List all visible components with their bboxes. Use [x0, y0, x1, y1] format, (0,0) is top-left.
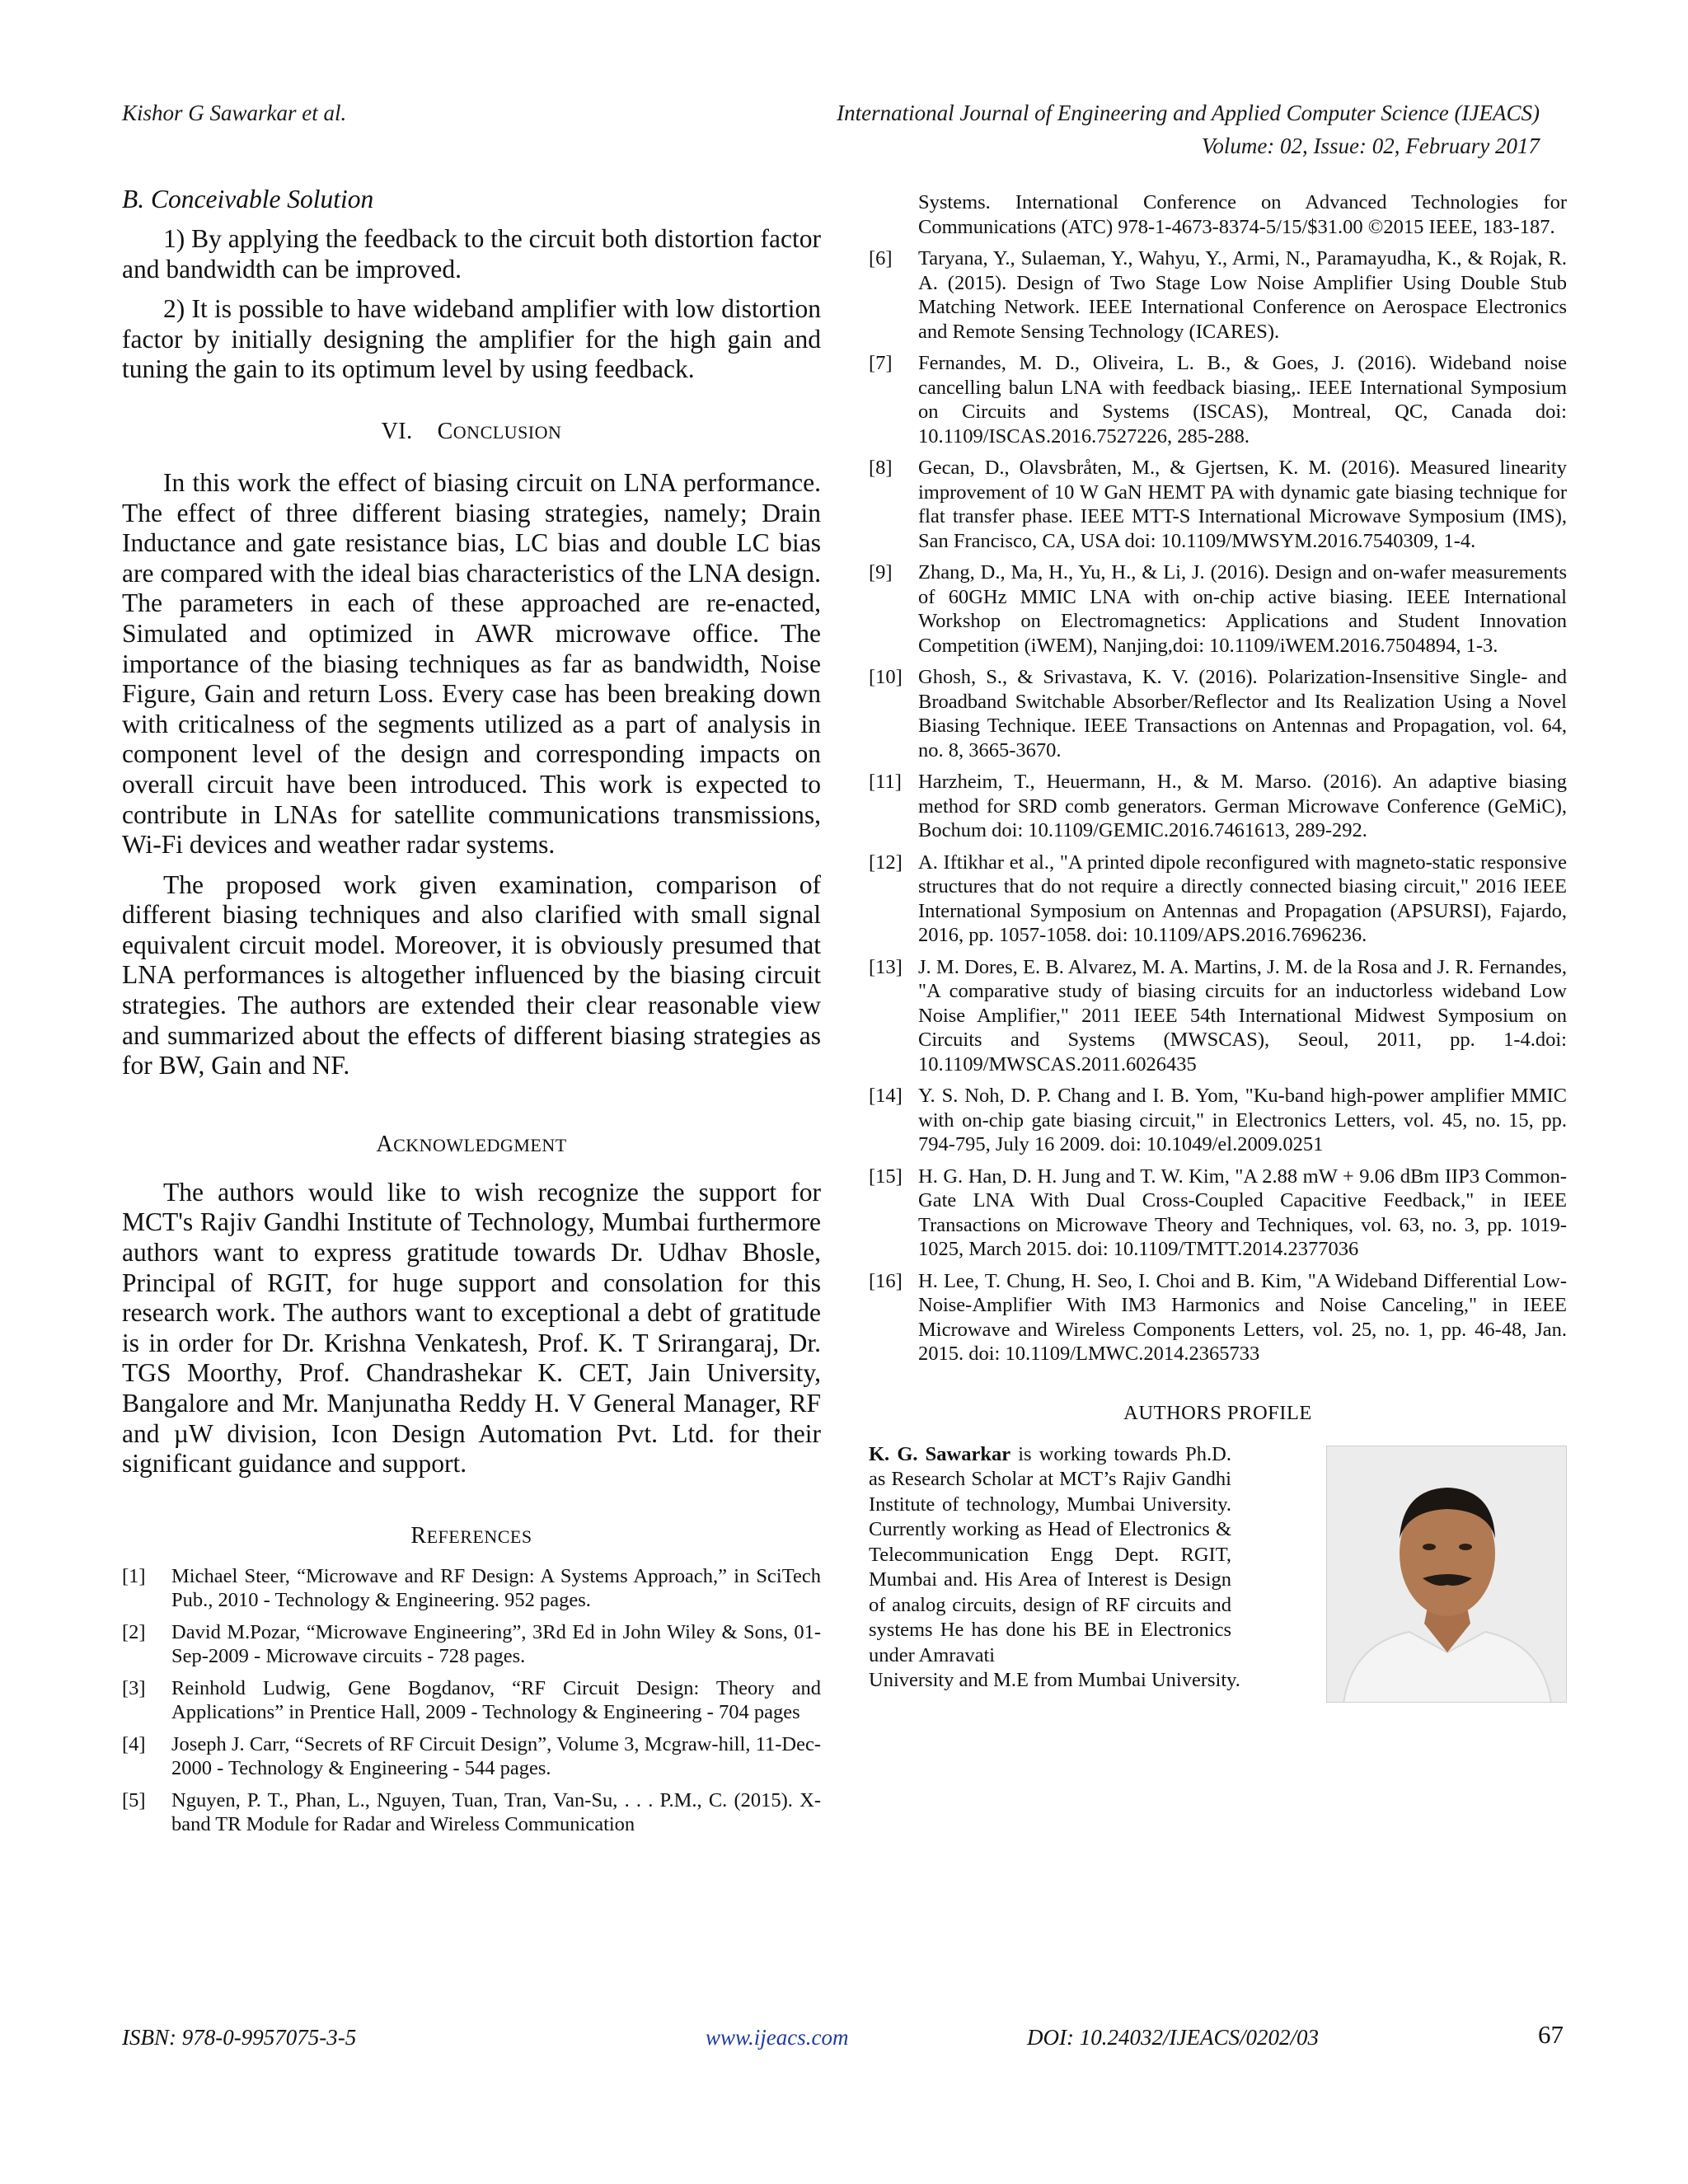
acknowledgment-heading [122, 1131, 821, 1160]
reference-number: [5] [122, 1788, 146, 1811]
reference-number: [4] [122, 1732, 146, 1755]
reference-list-right [869, 246, 1567, 1366]
reference-number: [13] [869, 955, 903, 978]
reference-item [869, 955, 1567, 1077]
solution-point-1: 1) By applying the feedback to the circuit both distortion factor and bandwidth can be improved. [122, 224, 821, 284]
reference-number: [11] [869, 771, 902, 793]
reference-item [869, 456, 1567, 553]
reference-item [869, 1084, 1567, 1157]
reference-text: H. G. Han, D. H. Jung and T. W. Kim, "A 2.88 mW + 9.06 dBm IIP3 Common-Gate LNA With Dual Cross-Coupled Capacitive Feedback," in IEEE Transactions on Microwave Theory and Techniques, vol. 63, no. 3, pp. 1019-1025, March 2015. doi: 10.1109/TMTT.2014.2377036 [918, 1165, 1567, 1260]
reference-item [869, 851, 1567, 948]
author-profile [869, 1442, 1567, 1739]
reference-list-left [122, 1564, 821, 1837]
conclusion-title-rest: ONCLUSION [452, 421, 562, 443]
reference-item [869, 770, 1567, 843]
portrait-illustration [1327, 1446, 1567, 1703]
running-header-volume: Volume: 02, Issue: 02, February 2017 [1201, 134, 1540, 158]
reference-text: Y. S. Noh, D. P. Chang and I. B. Yom, "Ku-band high-power amplifier MMIC with on-chip gate biasing circuit," in Electronics Letters, vol. 45, no. 15, pp. 794-795, July 16 2009. doi: 10.1049/el.2009.0251 [918, 1085, 1567, 1155]
reference-text: Reinhold Ludwig, Gene Bogdanov, “RF Circuit Design: Theory and Applications” in Prentice Hall, 2009 - Technology & Engineering - 704 pages [171, 1676, 821, 1724]
conclusion-paragraph-2: The proposed work given examination, comparison of different biasing techniques and also clarified with small signal equivalent circuit model. Moreover, it is obviously presumed that LNA performances is altogether influenced by the biasing circuit strategies. The authors are extended their clear reasonable view and summarized about the effects of different biasing strategies as for BW, Gain and NF. [122, 869, 821, 1080]
reference-text: Michael Steer, “Microwave and RF Design: A Systems Approach,” in SciTech Pub., 2010 - Technology & Engineering. 952 pages. [171, 1564, 821, 1612]
reference-number: [10] [869, 666, 903, 688]
footer-doi: DOI: 10.24032/IJEACS/0202/03 [1027, 2025, 1319, 2050]
reference-text: Ghosh, S., & Srivastava, K. V. (2016). Polarization-Insensitive Single- and Broadband Switchable Absorber/Reflector and Its Realization Using a Novel Biasing Technique. IEEE Transactions on Antennas and Propagation, vol. 64, no. 8, 3665-3670. [918, 666, 1567, 762]
page-number: 67 [1538, 2020, 1564, 2049]
reference-item [122, 1788, 821, 1837]
reference-number: [16] [869, 1269, 903, 1292]
references-heading [122, 1522, 821, 1551]
conclusion-paragraph-1: In this work the effect of biasing circuit on LNA performance. The effect of three different biasing strategies, namely; Drain Inductance and gate resistance bias, LC bias and double LC bias are compared with the ideal bias characteristics of the LNA design. The parameters in each of these approached are re-enacted, Simulated and optimized in AWR microwave office. The importance of the biasing techniques as far as bandwidth, Noise Figure, Gain and return Loss. Every case has been breaking down with criticalness of the segments utilized as a part of analysis in component level of the design and corresponding impacts on overall circuit have been introduced. This work is expected to contribute in LNAs for satellite communications transmissions, Wi-Fi devices and weather radar systems. [122, 467, 821, 860]
author-bio [869, 1442, 1231, 1669]
reference-text: A. Iftikhar et al., "A printed dipole reconfigured with magneto-static responsive structures that do not require a directly connected biasing circuit," 2016 IEEE International Symposium on Antennas and Propagation (APSURSI), Fajardo, 2016, pp. 1057-1058. doi: 10.1109/APS.2016.7696236. [918, 851, 1567, 946]
conclusion-heading [122, 418, 821, 447]
reference-item [122, 1620, 821, 1669]
reference-text: Joseph J. Carr, “Secrets of RF Circuit Design”, Volume 3, Mcgraw-hill, 11-Dec-2000 - Technology & Engineering - 544 pages. [171, 1732, 821, 1780]
author-name: K. G. Sawarkar [869, 1442, 1011, 1465]
reference-number: [9] [869, 561, 893, 583]
authors-profile-heading: AUTHORS PROFILE [1123, 1401, 1312, 1424]
reference-number: [8] [869, 457, 893, 479]
reference-item [869, 665, 1567, 762]
reference-item [869, 351, 1567, 448]
reference-item [122, 1732, 821, 1781]
reference-5-continuation: Systems. International Conference on Advanced Technologies for Communications (ATC) 978-1-4673-8374-5/15/$31.00 ©2015 IEEE, 183-187. [918, 191, 1567, 238]
author-bio-last-line: University and M.E from Mumbai University. [869, 1669, 1240, 1691]
reference-text: Taryana, Y., Sulaeman, Y., Wahyu, Y., Armi, N., Paramayudha, K., & Rojak, R. A. (2015). Design of Two Stage Low Noise Amplifier Using Double Stub Matching Network. IEEE International Conference on Aerospace Electronics and Remote Sensing Technology (ICARES). [918, 247, 1567, 343]
reference-text: David M.Pozar, “Microwave Engineering”, 3Rd Ed in John Wiley & Sons, 01-Sep-2009 - Microwave circuits - 728 pages. [171, 1620, 821, 1668]
reference-number: [3] [122, 1676, 146, 1699]
reference-text: J. M. Dores, E. B. Alvarez, M. A. Martins, J. M. de la Rosa and J. R. Fernandes, "A comparative study of biasing circuits for an inductorless wideband Low Noise Amplifier," 2011 IEEE 54th International Midwest Symposium on Circuits and Systems (MWSCAS), Seoul, 2011, pp. 1-4.doi: 10.1109/MWSCAS.2011.6026435 [918, 955, 1567, 1076]
left-column [122, 185, 821, 1844]
reference-item [869, 560, 1567, 658]
author-photo [1326, 1446, 1567, 1703]
reference-item [869, 1269, 1567, 1366]
reference-number: [6] [869, 247, 893, 269]
conclusion-title-initial: C [437, 418, 453, 444]
reference-item [869, 1165, 1567, 1262]
reference-item [122, 1676, 821, 1725]
reference-text: Fernandes, M. D., Oliveira, L. B., & Goes, J. (2016). Wideband noise cancelling balun LNA with feedback biasing,. IEEE International Symposium on Circuits and Systems (ISCAS), Montreal, QC, Canada doi: 10.1109/ISCAS.2016.7527226, 285-288. [918, 352, 1567, 448]
reference-text: Nguyen, P. T., Phan, L., Nguyen, Tuan, Tran, Van-Su, . . . P.M., C. (2015). X-band TR Module for Radar and Wireless Communication [171, 1788, 821, 1836]
reference-text: Harzheim, T., Heuermann, H., & M. Marso. (2016). An adaptive biasing method for SRD comb generators. German Microwave Conference (GeMiC), Bochum doi: 10.1109/GEMIC.2016.7461613, 289-292. [918, 771, 1567, 841]
reference-number: [7] [869, 352, 893, 374]
reference-text: Zhang, D., Ma, H., Yu, H., & Li, J. (2016). Design and on-wafer measurements of 60GHz MMIC LNA with on-chip active biasing. IEEE International Workshop on Electromagnetics: Applications and Student Innovation Competition (iWEM), Nanjing,doi: 10.1109/iWEM.2016.7504894, 1-3. [918, 561, 1567, 657]
footer-isbn: ISBN: 978-0-9957075-3-5 [122, 2025, 357, 2050]
reference-number: [14] [869, 1085, 903, 1107]
reference-number: [12] [869, 851, 903, 874]
reference-number: [1] [122, 1564, 146, 1587]
acknowledgment-paragraph: The authors would like to wish recognize the support for MCT's Rajiv Gandhi Institute of Technology, Mumbai furthermore authors want to express gratitude towards Dr. Udhav Bhosle, Principal of RGIT, for huge support and consolation for this research work. The authors want to exceptional a debt of gratitude is in order for Dr. Krishna Venkatesh, Prof. K. T Srirangaraj, Dr. TGS Moorthy, Prof. Chandrashekar K. CET, Jain University, Bangalore and Mr. Manjunatha Reddy H. V General Manager, RF and µW division, Icon Design Automation Pvt. Ltd. for their significant guidance and support. [122, 1177, 821, 1479]
running-header-author: Kishor G Sawarkar et al. [122, 101, 347, 125]
acknowledgment-title-rest: CKNOWLEDGMENT [393, 1134, 567, 1155]
references-title-rest: EFERENCES [426, 1526, 532, 1547]
reference-item [122, 1564, 821, 1613]
right-column [869, 185, 1567, 1739]
references-title-initial: R [410, 1522, 427, 1549]
reference-item [869, 246, 1567, 344]
subsection-title: B. Conceivable Solution [122, 185, 374, 213]
footer-website-link[interactable]: www.ijeacs.com [706, 2025, 849, 2050]
reference-text: Gecan, D., Olavsbråten, M., & Gjertsen, K. M. (2016). Measured linearity improvement of 10 W GaN HEMT PA with dynamic gate biasing technique for flat transfer phase. IEEE MTT-S International Microwave Symposium (IMS), San Francisco, CA, USA doi: 10.1109/MWSYM.2016.7540309, 1-4. [918, 457, 1567, 552]
conclusion-number: VI. [381, 418, 413, 444]
author-bio-text: is working towards Ph.D. as Research Scholar at MCT’s Rajiv Gandhi Institute of technology, Mumbai University. Currently working as Head of Electronics & Telecommunication Engg Dept. RGIT, Mumbai and. His Area of Interest is Design of analog circuits, design of RF circuits and systems He has done his BE in Electronics under Amravati [869, 1442, 1231, 1666]
reference-number: [2] [122, 1620, 146, 1643]
running-header-journal: International Journal of Engineering and Applied Computer Science (IJEACS) [837, 101, 1540, 125]
acknowledgment-title-initial: A [376, 1131, 394, 1157]
reference-number: [15] [869, 1165, 903, 1188]
reference-text: H. Lee, T. Chung, H. Seo, I. Choi and B. Kim, "A Wideband Differential Low-Noise-Amplifier With IM3 Harmonics and Noise Canceling," in IEEE Microwave and Wireless Components Letters, vol. 25, no. 1, pp. 46-48, Jan. 2015. doi: 10.1109/LMWC.2014.2365733 [918, 1269, 1567, 1365]
solution-point-2: 2) It is possible to have wideband amplifier with low distortion factor by initially designing the amplifier for the high gain and tuning the gain to its optimum level by using feedback. [122, 294, 821, 384]
